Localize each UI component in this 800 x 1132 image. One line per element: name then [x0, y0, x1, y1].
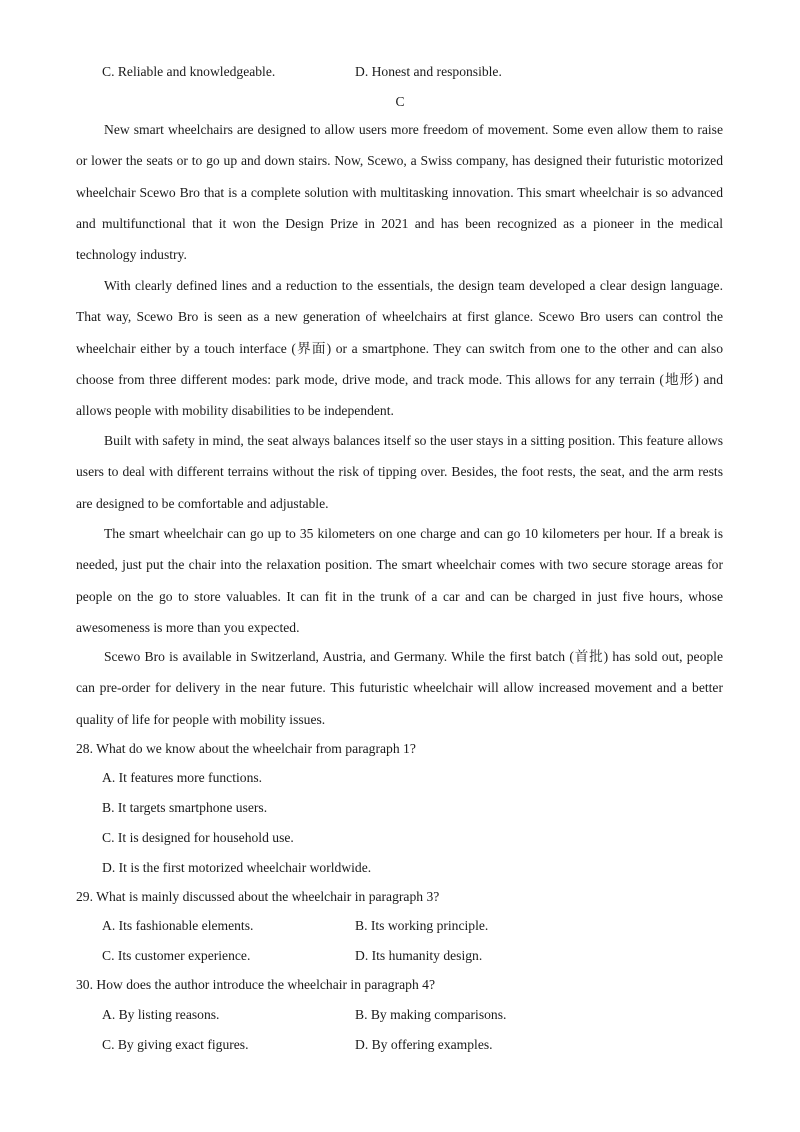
- prev-option-c: C. Reliable and knowledgeable.: [102, 64, 276, 79]
- question-29-option-d: D. Its humanity design.: [355, 948, 483, 963]
- question-28-stem: 28. What do we know about the wheelchair from paragraph 1?: [76, 741, 416, 756]
- question-28-option-b: B. It targets smartphone users.: [102, 800, 268, 815]
- question-30-option-d: D. By offering examples.: [355, 1037, 493, 1052]
- passage-paragraph-3: Built with safety in mind, the seat always balances itself so the user stays in a sitting position. This feature allows users to deal with different terrains without the risk of tipping over. Besides, the foot rests, the seat, and the arm rests are designed to be comfortable and adjustable.: [76, 433, 723, 511]
- question-30-option-b: B. By making comparisons.: [355, 1007, 507, 1022]
- passage-paragraph-1: New smart wheelchairs are designed to allow users more freedom of movement. Some even allow them to raise or lower the seats or to go up and down stairs. Now, Scewo, a Swiss company, has designed their futuristic motorized wheelchair Scewo Bro that is a complete solution with multitasking innovation. This smart wheelchair is so advanced and multifunctional that it won the Design Prize in 2021 and has been recognized as a pioneer in the medical technology industry.: [76, 122, 723, 263]
- question-29-option-c: C. Its customer experience.: [102, 948, 251, 963]
- passage-paragraph-5: Scewo Bro is available in Switzerland, Austria, and Germany. While the first batch (首批) has sold out, people can pre-order for delivery in the near future. This futuristic wheelchair will allow increased movement and a better quality of life for people with mobility issues.: [76, 649, 723, 727]
- question-29-stem: 29. What is mainly discussed about the wheelchair in paragraph 3?: [76, 889, 440, 904]
- question-30-option-c: C. By giving exact figures.: [102, 1037, 249, 1052]
- question-28-option-d: D. It is the first motorized wheelchair worldwide.: [102, 860, 372, 875]
- prev-option-d: D. Honest and responsible.: [355, 64, 502, 79]
- question-30-option-a: A. By listing reasons.: [102, 1007, 220, 1022]
- question-29-option-b: B. Its working principle.: [355, 918, 489, 933]
- passage-paragraph-4: The smart wheelchair can go up to 35 kilometers on one charge and can go 10 kilometers per hour. If a break is needed, just put the chair into the relaxation position. The smart wheelchair comes with two secure storage areas for people on the go to store valuables. It can fit in the trunk of a car and can be charged in just five hours, whose awesomeness is more than you expected.: [76, 526, 723, 635]
- question-30-stem: 30. How does the author introduce the wheelchair in paragraph 4?: [76, 977, 435, 992]
- question-28-option-c: C. It is designed for household use.: [102, 830, 294, 845]
- passage-paragraph-2: With clearly defined lines and a reduction to the essentials, the design team developed a clear design language. That way, Scewo Bro is seen as a new generation of wheelchairs at first glance. Scewo Bro users can control the wheelchair either by a touch interface (界面) or a smartphone. They can switch from one to the other and can also choose from three different modes: park mode, drive mode, and track mode. This allows for any terrain (地形) and allows people with mobility disabilities to be independent.: [76, 278, 723, 419]
- question-28-option-a: A. It features more functions.: [102, 770, 263, 785]
- question-29-option-a: A. Its fashionable elements.: [102, 918, 254, 933]
- passage-letter: C: [395, 94, 405, 109]
